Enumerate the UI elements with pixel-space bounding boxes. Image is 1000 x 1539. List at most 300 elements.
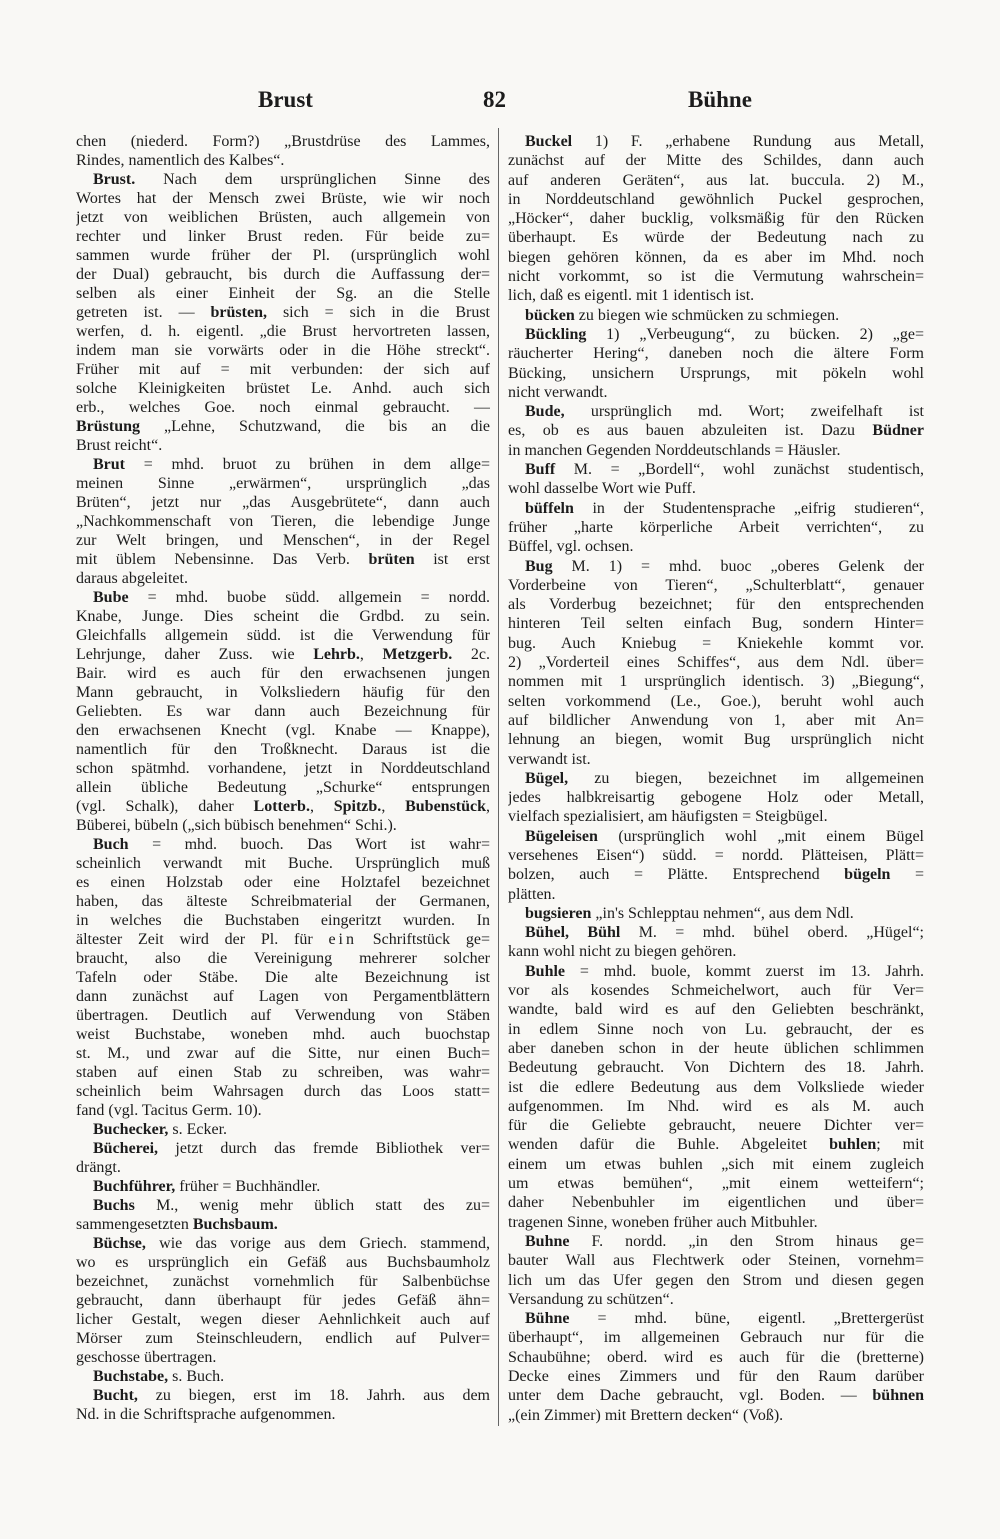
- text-line: [76, 1272, 490, 1291]
- dictionary-entry: [76, 1196, 490, 1234]
- text-line: [76, 417, 490, 436]
- text-line: [76, 1405, 490, 1424]
- text-line: [508, 1290, 924, 1309]
- text-line: [508, 788, 924, 807]
- text-run: hinteren Teil selten einfach Bug, sondern Hinter=: [508, 615, 924, 633]
- text-run: jetzt durch das fremde Bibliothek ver=: [158, 1140, 490, 1157]
- text-run: ist erst: [414, 551, 490, 568]
- headword: Bücherei,: [93, 1140, 159, 1157]
- text-run: unter dem Dache gebraucht, vgl. Boden. —: [508, 1387, 873, 1405]
- headword: Lehrb.: [313, 646, 360, 663]
- text-line: [508, 228, 924, 247]
- text-line: [76, 1063, 490, 1082]
- headword: Buchsbaum.: [192, 1216, 278, 1233]
- text-run: „Lehne, Schutzwand, die bis an die: [140, 418, 490, 435]
- text-run: Nd. in die Schriftsprache aufgenommen.: [76, 1406, 336, 1423]
- text-run: scheinlich beim Wahrsagen durch das Loos statt=: [76, 1083, 490, 1100]
- dictionary-entry: [76, 170, 490, 455]
- text-line: [76, 1158, 490, 1177]
- text-run: „Nachkommenschaft von Tieren, die lebendige Junge: [76, 513, 490, 530]
- headword: Bühel, Bühl: [525, 924, 621, 942]
- text-line: [76, 835, 490, 854]
- text-run: = mhd. buole, kommt zuerst im 13. Jahrh.: [565, 962, 924, 980]
- text-line: [508, 769, 924, 788]
- text-line: [508, 1309, 924, 1328]
- text-line: [76, 1025, 490, 1044]
- headword: Buch: [93, 836, 129, 853]
- headword: Bügeleisen: [525, 827, 598, 845]
- text-run: =: [890, 866, 924, 884]
- dictionary-entry: [508, 499, 924, 557]
- dictionary-entry: [508, 769, 924, 827]
- text-line: [508, 711, 924, 730]
- headword: Buhle: [525, 962, 566, 980]
- text-run: überhaupt. Es würde der Bedeutung nach zu: [508, 229, 924, 247]
- text-run: indem man sie vorwärts oder in die Höhe streckt“.: [76, 342, 490, 359]
- text-line: [76, 303, 490, 322]
- text-run: den erwachsenen Knecht (vgl. Knabe — Knappe),: [76, 722, 490, 739]
- dictionary-entry: [508, 325, 924, 402]
- text-line: [508, 1213, 924, 1232]
- text-run: getreten ist. —: [76, 304, 211, 321]
- text-line: [76, 873, 490, 892]
- text-run: Rindes, namentlich des Kalbes“.: [76, 152, 285, 169]
- text-run: Bair. wird es auch für den erwachsenen jungen: [76, 665, 490, 682]
- text-line: [508, 1039, 924, 1058]
- dictionary-entry: [76, 588, 490, 835]
- text-run: für die Geliebte gebraucht, neuere Dichter ver=: [508, 1117, 924, 1135]
- text-run: werfen, d. h. eigentl. „die Brust hervortreten lassen,: [76, 323, 490, 340]
- text-run: braucht, also die Vereinigung mehrerer solcher: [76, 950, 490, 967]
- text-line: [508, 730, 924, 749]
- text-line: [76, 1253, 490, 1272]
- text-run: Bücking, unsichern Ursprungs, mit pökeln wohl: [508, 364, 924, 382]
- headword: bugsieren: [525, 904, 592, 922]
- text-run: bezeichnet, zunächst vornehmlich für Salbenbüchse: [76, 1273, 490, 1290]
- dictionary-entry: [76, 1139, 490, 1177]
- text-line: [508, 1328, 924, 1347]
- headword: Buckel: [525, 133, 573, 150]
- headword: Buff: [525, 461, 556, 479]
- text-run: M., wenig mehr üblich statt des zu=: [134, 1197, 490, 1214]
- text-line: [508, 344, 924, 363]
- text-line: [76, 778, 490, 797]
- text-run: (ursprünglich wohl „mit einem Bügel: [597, 827, 924, 845]
- text-run: = mhd. bruot zu brühen in dem allge=: [125, 456, 490, 473]
- text-line: [76, 227, 490, 246]
- text-run: licher Gestalt, wegen dieser Aehnlichkeit auch auf: [76, 1311, 490, 1328]
- text-run: = mhd. büne, eigentl. „Brettergerüst: [569, 1310, 924, 1328]
- headword: Buchstabe,: [93, 1368, 169, 1385]
- text-run: scheinlich verwandt mit Buche. Ursprünglich muß: [76, 855, 490, 872]
- text-run: erb., welches Goe. noch einmal gebraucht. —: [76, 399, 490, 416]
- headword: Büdner: [872, 422, 924, 440]
- text-line: [76, 132, 490, 151]
- dictionary-entry: [508, 923, 924, 962]
- text-line: [508, 846, 924, 865]
- text-run: ursprünglich md. Wort; zweifelhaft ist: [564, 403, 924, 421]
- headword: Bügel,: [525, 769, 569, 787]
- text-line: [76, 1291, 490, 1310]
- text-line: [76, 208, 490, 227]
- text-run: einem um etwas buhlen „sich mit einem zugleich: [508, 1155, 924, 1173]
- text-line: [508, 1251, 924, 1270]
- text-line: [508, 557, 924, 576]
- text-run: jedes halbkreisartig gebogene Holz oder Metall,: [508, 789, 924, 807]
- text-run: Schriftstück ge=: [356, 931, 490, 948]
- text-run: bauter Wall aus Flechtwerk oder Steinen, vornehm=: [508, 1252, 924, 1270]
- column-right: [508, 132, 924, 1425]
- text-line: [508, 518, 924, 537]
- text-line: [76, 550, 490, 569]
- headword: Bückling: [525, 325, 587, 343]
- text-run: nicht verwandt.: [508, 383, 608, 401]
- headword: Bug: [525, 557, 553, 575]
- headword: Metzgerb.: [382, 646, 453, 663]
- text-run: biegen gehören können, da es aber im Mhd. noch: [508, 248, 924, 266]
- text-line: [76, 816, 490, 835]
- headword: bühnen: [872, 1387, 924, 1405]
- text-line: [508, 1348, 924, 1367]
- text-line: [76, 436, 490, 455]
- text-line: [508, 942, 924, 961]
- text-line: [76, 607, 490, 626]
- text-run: Knabe, Junge. Dies scheint die Grdbd. zu sein.: [76, 608, 490, 625]
- text-run: mit üblem Nebensinne. Das Verb.: [76, 551, 369, 568]
- text-run: zu biegen, erst im 18. Jahrh. aus dem: [137, 1387, 490, 1404]
- text-line: [76, 1329, 490, 1348]
- text-run: s. Ecker.: [168, 1121, 228, 1138]
- text-run: ,: [309, 798, 334, 815]
- text-line: [508, 885, 924, 904]
- text-run: lich, daß es eigentl. mit 1 identisch ist.: [508, 287, 755, 305]
- spaced-text: ein: [328, 931, 357, 948]
- text-run: staben auf einen Stab zu schreiben, was wahr=: [76, 1064, 490, 1081]
- text-run: plätten.: [508, 885, 556, 903]
- headword: bücken: [525, 306, 575, 324]
- text-run: weist Buchstabe, woneben mhd. auch buochstap: [76, 1026, 490, 1043]
- text-run: Vorderbeine von Tieren“, „Schulterblatt“, genauer: [508, 576, 924, 594]
- text-run: tragenen Sinne, woneben früher auch Mitbuhler.: [508, 1213, 818, 1231]
- text-line: [508, 1078, 924, 1097]
- text-run: Büberei, bübeln („sich bübisch benehmen“ Schi.).: [76, 817, 397, 834]
- text-run: „Höcker“, daher bucklig, volksmäßig für den Rücken: [508, 210, 924, 228]
- text-run: selten vorkommend (Le., Goe.), beruht wohl auch: [508, 692, 924, 710]
- text-run: zunächst auf der Mitte des Schildes, dann auch: [508, 152, 924, 170]
- text-run: = mhd. buobe südd. allgemein = nordd.: [128, 589, 490, 606]
- text-line: [76, 474, 490, 493]
- text-line: [76, 626, 490, 645]
- headword: Brust.: [93, 171, 136, 188]
- text-line: [76, 398, 490, 417]
- text-run: als Vorderbug bezeichnet; für den entsprechenden: [508, 596, 924, 614]
- text-run: geschosse übertragen.: [76, 1349, 217, 1366]
- text-line: [76, 341, 490, 360]
- text-line: [508, 267, 924, 286]
- text-line: [508, 692, 924, 711]
- text-line: [76, 892, 490, 911]
- text-run: namentlich für den Troßknecht. Daraus ist die: [76, 741, 490, 758]
- text-run: Mörser zum Steinschleudern, endlich auf Pulver=: [76, 1330, 490, 1347]
- text-run: um etwas bemühen“, „mit einem wetteifern“;: [508, 1175, 924, 1193]
- text-line: [76, 1348, 490, 1367]
- text-line: [76, 1044, 490, 1063]
- text-line: [76, 1082, 490, 1101]
- text-line: [508, 1271, 924, 1290]
- headword: brüsten,: [210, 304, 267, 321]
- text-run: 1) „Verbeugung“, zu bücken. 2) „ge=: [586, 325, 924, 343]
- text-run: daher Nebenbuhler im eigentlichen und über=: [508, 1194, 924, 1212]
- text-run: wo es ursprünglich ein Gefäß aus Buchsbaumholz: [76, 1254, 490, 1271]
- headword: Lotterb.: [253, 798, 310, 815]
- text-run: „in's Schlepptau nehmen“, aus dem Ndl.: [591, 904, 854, 922]
- entry-continuation: [76, 132, 490, 170]
- text-run: nicht vorkommt, so ist die Vermutung wahrschein=: [508, 268, 924, 286]
- text-line: [76, 702, 490, 721]
- dictionary-entry: [508, 132, 924, 306]
- text-line: [508, 421, 924, 440]
- text-run: s. Buch.: [168, 1368, 225, 1385]
- text-run: zu biegen wie schmücken zu schmiegen.: [574, 306, 840, 324]
- dictionary-entry: [508, 962, 924, 1232]
- text-run: Geliebten. Es war dann auch Bezeichnung für: [76, 703, 490, 720]
- text-run: Brust reicht“.: [76, 437, 163, 454]
- text-line: [76, 1006, 490, 1025]
- text-run: Tafeln oder Stäbe. Die alte Bezeichnung ist: [76, 969, 490, 986]
- dictionary-entry: [508, 460, 924, 499]
- headword: Brut: [93, 456, 125, 473]
- headword: Spitzb.: [333, 798, 382, 815]
- text-line: [76, 170, 490, 189]
- text-run: drängt.: [76, 1159, 121, 1176]
- text-run: vielfach spezialisiert, am häufigsten = Steigbügel.: [508, 808, 828, 826]
- text-line: [76, 1139, 490, 1158]
- text-line: [76, 455, 490, 474]
- text-line: [76, 987, 490, 1006]
- text-run: aber daneben schon in der heute üblichen schlimmen: [508, 1039, 924, 1057]
- text-run: wohl dasselbe Wort wie Puff.: [508, 480, 696, 498]
- text-run: verwandt ist.: [508, 750, 591, 768]
- text-line: [508, 1406, 924, 1425]
- text-run: Schaubühne; oberd. wird es auch für die (bretterne): [508, 1348, 924, 1366]
- dictionary-entry: [508, 827, 924, 904]
- text-line: [508, 865, 924, 884]
- dictionary-entry: [508, 1309, 924, 1425]
- headword: Bube: [93, 589, 129, 606]
- text-line: [76, 1177, 490, 1196]
- text-run: nommen mit 1 ursprünglich identisch. 3) „Biegung“,: [508, 673, 924, 691]
- text-run: lehnung an biegen, womit Bug ursprünglich nicht: [508, 731, 924, 749]
- headword: bügeln: [844, 866, 891, 884]
- text-run: zu biegen, bezeichnet im allgemeinen: [568, 769, 924, 787]
- text-run: der Dual) gebraucht, bis durch die Auffassung der=: [76, 266, 490, 283]
- text-line: [76, 740, 490, 759]
- text-line: [508, 576, 924, 595]
- text-line: [76, 930, 490, 949]
- text-line: [76, 854, 490, 873]
- headword: buhlen: [829, 1136, 877, 1154]
- text-line: [76, 683, 490, 702]
- headword: Bucht,: [93, 1387, 138, 1404]
- dictionary-entry: [76, 1234, 490, 1367]
- text-run: zur Welt bringen, und Menschen“, in der Regel: [76, 532, 490, 549]
- text-run: daraus abgeleitet.: [76, 570, 188, 587]
- text-line: [76, 151, 490, 170]
- text-run: 1) F. „erhabene Rundung aus Metall,: [572, 133, 924, 150]
- text-run: in Norddeutschland gewöhnlich Puckel gesprochen,: [508, 190, 924, 208]
- text-run: wenden dafür die Buhle. Abgeleitet: [508, 1136, 830, 1154]
- text-run: selben als einer Einheit der Sg. an die Stelle: [76, 285, 490, 302]
- text-line: [508, 1020, 924, 1039]
- text-line: [508, 248, 924, 267]
- dictionary-entry: [508, 557, 924, 769]
- headword: Buchs: [93, 1197, 135, 1214]
- text-line: [508, 499, 924, 518]
- text-line: [76, 968, 490, 987]
- text-line: [76, 645, 490, 664]
- text-line: [508, 1367, 924, 1386]
- text-run: ist die edlere Bedeutung aus dem Volksliede wieder: [508, 1078, 924, 1096]
- text-line: [76, 1386, 490, 1405]
- text-line: [508, 209, 924, 228]
- text-line: [508, 383, 924, 402]
- text-line: [76, 1215, 490, 1234]
- text-line: [508, 1155, 924, 1174]
- text-run: Brüten“, jetzt nur „das Ausgebrütete“, dann auch: [76, 494, 490, 511]
- text-run: sammen wurde früher der Pl. (ursprünglich wohl: [76, 247, 490, 264]
- text-run: rechter und linker Brust reden. Für beide zu=: [76, 228, 490, 245]
- text-run: 2c.: [452, 646, 490, 663]
- text-line: [508, 479, 924, 498]
- text-line: [508, 1097, 924, 1116]
- dictionary-entry: [508, 904, 924, 923]
- text-run: Mann gebraucht, in Volksliedern häufig für den: [76, 684, 490, 701]
- text-line: [508, 1386, 924, 1405]
- text-run: ,: [359, 646, 383, 663]
- headword: Bühne: [525, 1310, 570, 1328]
- text-run: ältester Zeit wird der Pl. für: [76, 931, 329, 948]
- text-run: in manchen Gegenden Norddeutschlands = Häusler.: [508, 441, 841, 459]
- text-line: [508, 904, 924, 923]
- text-run: Lehrjunge, daher Zuss. wie: [76, 646, 314, 663]
- text-line: [76, 379, 490, 398]
- text-run: st. M., und zwar auf die Sitte, nur einen Buch=: [76, 1045, 490, 1062]
- text-run: in edlem Sinne noch von Lu. gebraucht, der es: [508, 1020, 924, 1038]
- headword: Buchführer,: [93, 1178, 176, 1195]
- text-run: M. = „Bordell“, wohl zunächst studentisch,: [555, 461, 924, 479]
- page-number: 82: [483, 87, 506, 112]
- text-line: [508, 981, 924, 1000]
- text-run: M. 1) = mhd. buoc „oberes Gelenk der: [552, 557, 924, 575]
- text-line: [76, 588, 490, 607]
- text-run: auf bildlicher Anwendung von 1, aber mit An=: [508, 711, 924, 729]
- text-line: [508, 325, 924, 344]
- text-run: ,: [486, 798, 490, 815]
- text-line: [508, 1174, 924, 1193]
- text-run: ,: [381, 798, 406, 815]
- text-line: [76, 360, 490, 379]
- text-line: [508, 151, 924, 170]
- text-line: [76, 265, 490, 284]
- text-line: [76, 493, 490, 512]
- text-run: „(ein Zimmer) mit Brettern decken“ (Voß).: [508, 1406, 784, 1424]
- text-run: vor als kosendes Schmeichelwort, auch für Ver=: [508, 982, 924, 1000]
- dictionary-entry: [508, 402, 924, 460]
- running-head-left: Brust: [258, 87, 313, 112]
- text-line: [76, 949, 490, 968]
- dictionary-entry: [76, 835, 490, 1120]
- text-line: [76, 664, 490, 683]
- text-line: [76, 1234, 490, 1253]
- text-run: Nach dem ursprünglichen Sinne des: [135, 171, 490, 188]
- text-run: Früher mit auf = mit verbunden: der sich auf: [76, 361, 490, 378]
- text-run: schon spätmhd. vorhandene, jetzt in Norddeutschland: [76, 760, 490, 777]
- text-run: = mhd. buoch. Das Wort ist wahr=: [128, 836, 490, 853]
- text-line: [76, 911, 490, 930]
- headword: Bubenstück: [405, 798, 487, 815]
- text-run: früher = Buchhändler.: [175, 1178, 321, 1195]
- text-run: F. nordd. „in den Strom hinaus ge=: [569, 1232, 924, 1250]
- text-run: meinen Sinne „erwärmen“, ursprünglich „das: [76, 475, 490, 492]
- text-line: [76, 284, 490, 303]
- text-run: früher „harte körperliche Arbeit verrichten“, zu: [508, 518, 924, 536]
- text-run: sich = sich in die Brust: [266, 304, 490, 321]
- text-line: [508, 364, 924, 383]
- text-line: [508, 402, 924, 421]
- text-line: [76, 1196, 490, 1215]
- text-run: (vgl. Schalk), daher: [76, 798, 254, 815]
- text-run: 2) „Vorderteil eines Schiffes“, aus dem Ndl. über=: [508, 654, 924, 672]
- dictionary-entry: [508, 1232, 924, 1309]
- text-run: jetzt von weiblichen Brüsten, auch allgemein von: [76, 209, 490, 226]
- dictionary-entry: [76, 1386, 490, 1424]
- text-line: [76, 512, 490, 531]
- text-run: Gleichfalls allgemein südd. ist die Verwendung für: [76, 627, 490, 644]
- text-run: überhaupt“, im allgemeinen Gebrauch nur für die: [508, 1329, 924, 1347]
- text-line: [76, 1367, 490, 1386]
- column-divider: [498, 128, 499, 1426]
- text-line: [508, 460, 924, 479]
- text-run: es, ob es aus bauen abzuleiten ist. Dazu: [508, 422, 873, 440]
- running-head-right: Bühne: [688, 87, 752, 112]
- text-run: fand (vgl. Tacitus Germ. 10).: [76, 1102, 262, 1119]
- text-run: haben, das älteste Schreibmaterial der Germanen,: [76, 893, 490, 910]
- text-line: [508, 1000, 924, 1019]
- text-run: gebraucht, dann überhaupt für jedes Gefäß ähn=: [76, 1292, 490, 1309]
- column-left: [76, 132, 490, 1424]
- text-line: [76, 1101, 490, 1120]
- text-line: [508, 750, 924, 769]
- text-line: [76, 1310, 490, 1329]
- text-run: kann wohl nicht zu biegen gehören.: [508, 943, 737, 961]
- text-run: Wortes hat der Mensch zwei Brüste, wie wir noch: [76, 190, 490, 207]
- text-run: solche Kleinigkeiten brüstet Le. Anhd. auch sich: [76, 380, 490, 397]
- headword: Buhne: [525, 1232, 570, 1250]
- text-run: es einen Holzstab oder eine Holztafel bezeichnet: [76, 874, 490, 891]
- text-line: [508, 923, 924, 942]
- text-line: [508, 672, 924, 691]
- text-line: [76, 1120, 490, 1139]
- dictionary-entry: [76, 455, 490, 588]
- headword: Buchecker,: [93, 1121, 169, 1138]
- text-run: wandte, bald wird es auf den Geliebten beschränkt,: [508, 1001, 924, 1019]
- text-run: in welches die Buchstaben eingeritzt wurden. In: [76, 912, 490, 929]
- text-run: Büffel, vgl. ochsen.: [508, 538, 634, 556]
- dictionary-entry: [76, 1177, 490, 1196]
- text-run: bug. Auch Kniebug = Kniekehle kommt vor.: [508, 634, 924, 652]
- text-line: [508, 306, 924, 325]
- headword: Bude,: [525, 403, 565, 421]
